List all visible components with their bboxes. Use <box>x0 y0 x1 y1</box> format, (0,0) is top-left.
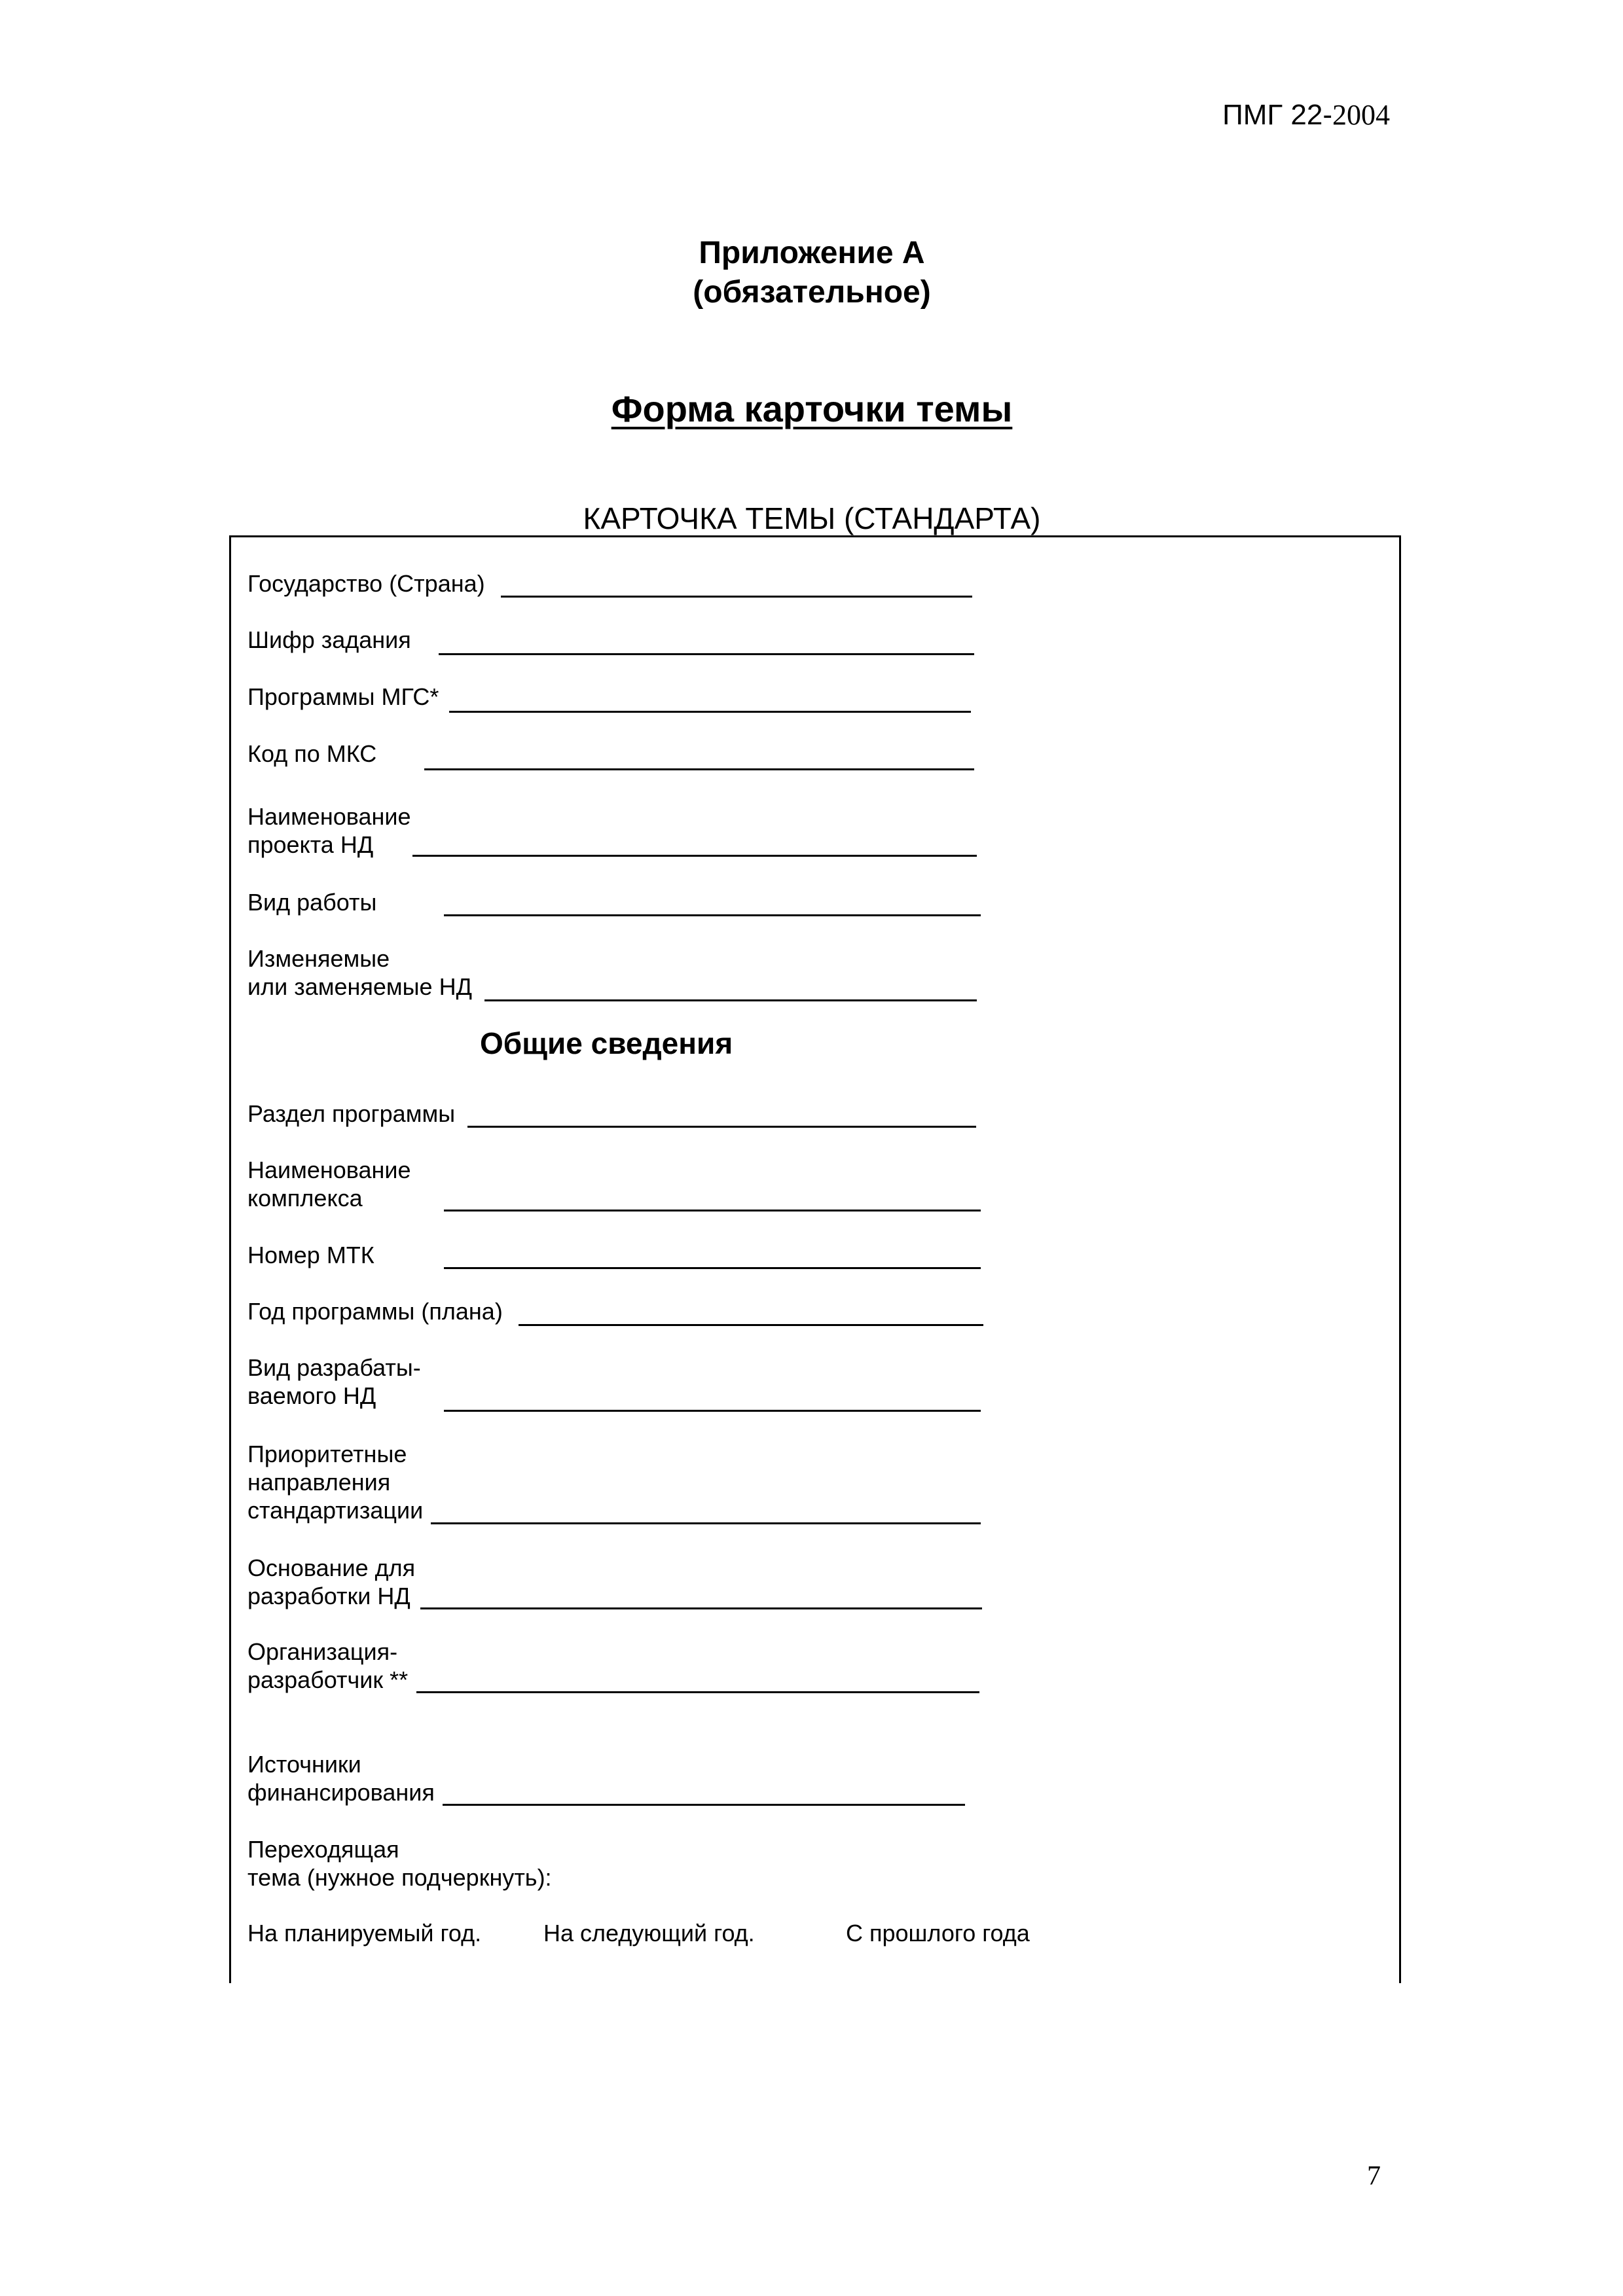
field-label-replaced-nd: Изменяемые или заменяемые НД <box>247 945 472 1000</box>
field-line-mgs-programs[interactable] <box>449 711 971 713</box>
field-line-country[interactable] <box>501 596 972 598</box>
section-heading-general: Общие сведения <box>480 1026 733 1060</box>
appendix-note: (обязательное) <box>693 275 931 310</box>
option-planned-year[interactable]: На планируемый год. <box>247 1920 482 1946</box>
field-line-priority-directions[interactable] <box>431 1522 981 1524</box>
field-line-project-name[interactable] <box>412 855 977 857</box>
field-line-task-code[interactable] <box>439 653 974 655</box>
field-label-iso-code: Код по МКС <box>247 740 377 767</box>
field-label-country: Государство (Страна) <box>247 570 485 597</box>
field-label-funding-sources: Источники финансирования <box>247 1751 435 1806</box>
field-label-program-section: Раздел программы <box>247 1100 456 1127</box>
option-previous-year[interactable]: С прошлого года <box>846 1920 1030 1946</box>
field-line-development-basis[interactable] <box>420 1607 982 1609</box>
field-line-mtk-number[interactable] <box>444 1267 981 1269</box>
field-label-complex-name: Наименование комплекса <box>247 1157 411 1211</box>
field-label-nd-type: Вид разрабаты- ваемого НД <box>247 1354 421 1409</box>
document-code-year: 2004 <box>1332 99 1390 131</box>
field-label-transitional-topic: Переходящая тема (нужное подчеркнуть): <box>247 1836 552 1891</box>
field-line-iso-code[interactable] <box>424 768 974 770</box>
option-next-year[interactable]: На следующий год. <box>543 1920 755 1946</box>
field-line-replaced-nd[interactable] <box>484 999 977 1001</box>
field-label-mgs-programs: Программы МГС* <box>247 683 439 710</box>
field-line-complex-name[interactable] <box>444 1210 981 1211</box>
field-label-program-year: Год программы (плана) <box>247 1298 503 1325</box>
form-title: Форма карточки темы <box>611 388 1013 429</box>
field-label-task-code: Шифр задания <box>247 626 411 653</box>
field-line-work-type[interactable] <box>444 914 981 916</box>
field-label-mtk-number: Номер МТК <box>247 1242 374 1268</box>
page-number: 7 <box>1367 2161 1381 2191</box>
field-line-funding-sources[interactable] <box>443 1804 965 1806</box>
field-label-priority-directions: Приоритетные направления стандартизации <box>247 1441 424 1524</box>
field-label-development-basis: Основание для разработки НД <box>247 1554 416 1609</box>
field-label-project-name: Наименование проекта НД <box>247 803 411 858</box>
field-label-work-type: Вид работы <box>247 889 377 916</box>
field-line-developer-org[interactable] <box>416 1691 979 1693</box>
appendix-title: Приложение А <box>699 236 925 270</box>
field-label-developer-org: Организация- разработчик ** <box>247 1638 409 1693</box>
document-code <box>1222 98 1390 132</box>
document-code-prefix: ПМГ 22- <box>1222 99 1332 131</box>
field-line-program-year[interactable] <box>519 1324 983 1326</box>
field-line-program-section[interactable] <box>467 1126 976 1128</box>
card-title: КАРТОЧКА ТЕМЫ (СТАНДАРТА) <box>583 501 1041 535</box>
field-line-nd-type[interactable] <box>444 1410 981 1412</box>
